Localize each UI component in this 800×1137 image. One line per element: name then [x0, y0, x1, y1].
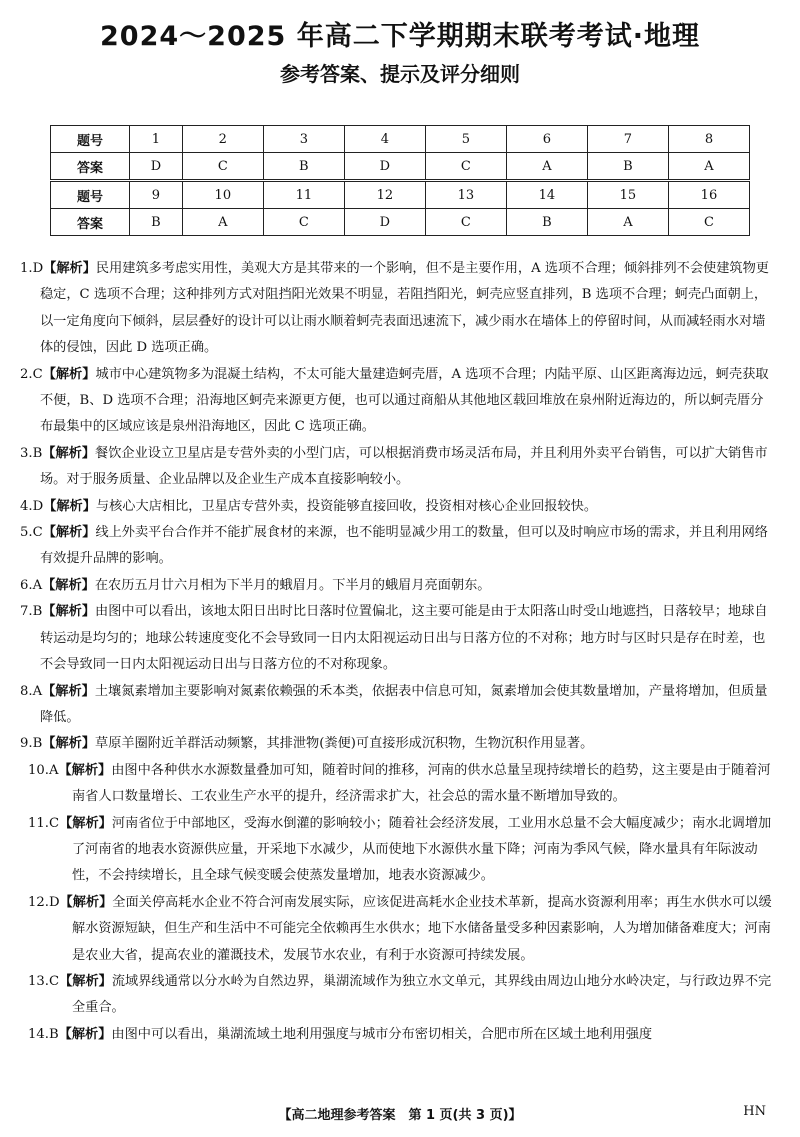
item-number: 12.D [28, 894, 60, 910]
item-text: 餐饮企业设立卫星店是专营外卖的小型门店，可以根据消费市场灵活布局，并且利用外卖平台销售，可以扩大销售市场。对于服务质量、企业品牌以及企业生产成本直接影响较小。 [40, 445, 768, 488]
question-number-cell: 15 [587, 181, 668, 209]
answer-row [51, 209, 750, 236]
item-number: 2.C [20, 366, 43, 382]
answer-cell: C [425, 209, 506, 236]
answer-cell: A [182, 209, 263, 236]
analysis-tag: 【解析】 [58, 1026, 112, 1042]
question-number-cell: 12 [344, 181, 425, 209]
item-number: 11.C [28, 815, 60, 831]
answer-cell: D [344, 209, 425, 236]
answer-label: 答案 [51, 209, 130, 236]
item-text: 民用建筑多考虑实用性，美观大方是其带来的一个影响，但不是主要作用，A 选项不合理；倾斜排列不会使建筑物更稳定，C 选项不合理；这种排列方式对阻挡阳光效果不明显，若阻挡阳光，蚵壳应竖直排列，B 选项不合理；蚵壳凸面朝上，以一定角度向下倾斜，层层叠好的设计可以让雨水顺着蚵壳表面迅速流下，减少雨水在墙体上的停留时间，从而减轻雨水对墙体的侵蚀，因此 D 选项正确。 [40, 261, 769, 356]
question-label: 题号 [51, 181, 130, 209]
item-text: 线上外卖平台合作并不能扩展食材的来源，也不能明显减少用工的数量，但可以及时响应市场的需求，并且利用网络有效提升品牌的影响。 [40, 525, 768, 567]
question-label: 题号 [51, 126, 130, 153]
region-code: HN [743, 1104, 766, 1119]
answer-cell: B [263, 153, 344, 181]
analysis-tag: 【解析】 [42, 445, 96, 461]
question-number-cell: 4 [344, 126, 425, 153]
item-text: 与核心大店相比，卫星店专营外卖，投资能够直接回收，投资相对核心企业回报较快。 [95, 498, 598, 514]
question-number-cell: 13 [425, 181, 506, 209]
answer-table [50, 125, 750, 236]
item-number: 5.C [20, 525, 43, 541]
explanation-item [20, 362, 772, 441]
question-number-cell: 6 [506, 126, 587, 153]
analysis-tag: 【解析】 [43, 261, 96, 276]
question-number-cell: 11 [263, 181, 344, 209]
item-number: 10.A [28, 762, 59, 778]
item-number: 4.D [20, 498, 44, 514]
explanation-item [20, 520, 772, 573]
explanation-item [20, 731, 772, 757]
item-text: 在农历五月廿六月相为下半月的蛾眉月。下半月的蛾眉月亮面朝东。 [94, 577, 491, 593]
explanation-item [20, 573, 772, 599]
analysis-tag: 【解析】 [42, 525, 96, 541]
page-title: 2024～2025 年高二下学期期末联考考试·地理 [100, 21, 700, 52]
explanation-item [28, 758, 772, 811]
analysis-tag: 【解析】 [58, 762, 112, 778]
question-number-row [51, 181, 750, 209]
item-number: 1.D [20, 261, 44, 276]
analysis-tag: 【解析】 [43, 498, 96, 514]
item-number: 8.A [20, 683, 43, 699]
answer-cell: B [130, 209, 183, 236]
answer-cell: A [506, 153, 587, 181]
explanation-item [28, 1022, 772, 1048]
explanation-item [28, 811, 772, 890]
analysis-tag: 【解析】 [42, 736, 96, 752]
answer-cell: A [587, 209, 668, 236]
explanation-item [28, 969, 772, 1022]
answer-cell: D [130, 153, 183, 181]
page-subtitle: 参考答案、提示及评分细则 [280, 62, 520, 86]
item-text: 土壤氮素增加主要影响对氮素依赖强的禾本类，依据表中信息可知，氮素增加会使其数量增加，产量将增加，但质量降低。 [40, 683, 768, 725]
question-number-cell: 8 [668, 126, 749, 153]
item-number: 3.B [20, 445, 43, 461]
item-text: 全面关停高耗水企业不符合河南发展实际，应该促进高耗水企业技术革新，提高水资源利用率；再生水供水可以缓解水资源短缺，但生产和生活中不可能完全依赖再生水供水；地下水储备量受多种因素影响，人为增加储备难度大；河南是农业大省，提高农业的灌溉技术，发展节水农业，有利于水资源可持续发展。 [72, 894, 772, 963]
explanation-item [20, 599, 772, 678]
item-number: 6.A [20, 577, 43, 593]
page-footer: 【高二地理参考答案 第 1 页(共 3 页)】 [278, 1108, 522, 1123]
item-number: 9.B [20, 736, 43, 752]
analysis-tag: 【解析】 [42, 683, 95, 699]
item-number: 14.B [28, 1026, 59, 1042]
answer-cell: C [425, 153, 506, 181]
item-text: 由图中各种供水水源数量叠加可知，随着时间的推移，河南的供水总量呈现持续增长的趋势，这主要是由于随着河南省人口数量增长、工农业生产水平的提升，经济需求扩大，社会总的需水量不断增加导致的。 [72, 762, 771, 805]
item-text: 流域界线通常以分水岭为自然边界，巢湖流域作为独立水文单元，其界线由周边山地分水岭决定，与行政边界不完全重合。 [72, 973, 772, 1016]
question-number-cell: 2 [182, 126, 263, 153]
explanation-item [28, 890, 772, 969]
question-number-cell: 5 [425, 126, 506, 153]
analysis-tag: 【解析】 [42, 366, 96, 382]
question-number-cell: 7 [587, 126, 668, 153]
question-number-cell: 16 [668, 181, 749, 209]
answer-label: 答案 [51, 153, 130, 181]
item-number: 7.B [20, 604, 43, 620]
question-number-cell: 1 [130, 126, 183, 153]
item-text: 河南省位于中部地区，受海水倒灌的影响较小；随着社会经济发展，工业用水总量不会大幅度减少；南水北调增加了河南省的地表水资源供应量，开采地下水减少，从而使地下水源供水量下降；河南为季风气候，降水量具有年际波动性，不会持续增长，且全球气候变暖会使蒸发量增加，地表水资源减少。 [72, 815, 772, 884]
explanation-item [20, 441, 772, 494]
explanation-item [20, 494, 772, 520]
answer-cell: A [668, 153, 749, 181]
question-number-row [51, 126, 750, 153]
item-number: 13.C [28, 973, 60, 989]
explanation-item [20, 679, 772, 732]
answer-cell: C [263, 209, 344, 236]
analysis-tag: 【解析】 [59, 894, 113, 910]
question-number-cell: 9 [130, 181, 183, 209]
question-number-cell: 14 [506, 181, 587, 209]
answer-row [51, 153, 750, 181]
explanation-list [20, 256, 772, 1048]
item-text: 由图中可以看出，该地太阳日出时比日落时位置偏北，这主要可能是由于太阳落山时受山地遮挡，日落较早；地球自转运动是均匀的；地球公转速度变化不会导致同一日内太阳视运动日出与日落方位的不对称；地方时与区时只是存在时差，也不会导致同一日内太阳视运动日出与日落方位的不对称现象。 [40, 604, 768, 673]
item-text: 城市中心建筑物多为混凝土结构，不太可能大量建造蚵壳厝，A 选项不合理；内陆平原、山区距离海边远，蚵壳获取不便，B、D 选项不合理；沿海地区蚵壳来源更方便，也可以通过商船从其他地区载回堆放在泉州附近海边的，所以蚵壳厝分布最集中的区域应该是泉州沿海地区，因此 C 选项正确。 [40, 366, 769, 435]
analysis-tag: 【解析】 [59, 815, 112, 831]
analysis-tag: 【解析】 [42, 577, 95, 593]
analysis-tag: 【解析】 [42, 604, 96, 620]
item-text: 由图中可以看出，巢湖流域土地利用强度与城市分布密切相关，合肥市所在区域土地利用强度 [111, 1026, 653, 1042]
answer-cell: B [506, 209, 587, 236]
question-number-cell: 3 [263, 126, 344, 153]
analysis-tag: 【解析】 [59, 973, 112, 989]
answer-cell: D [344, 153, 425, 181]
answer-cell: C [668, 209, 749, 236]
explanation-item [20, 256, 772, 362]
answer-cell: C [182, 153, 263, 181]
answer-cell: B [587, 153, 668, 181]
question-number-cell: 10 [182, 181, 263, 209]
item-text: 草原羊圈附近羊群活动频繁，其排泄物(粪便)可直接形成沉积物，生物沉积作用显著。 [95, 736, 594, 752]
